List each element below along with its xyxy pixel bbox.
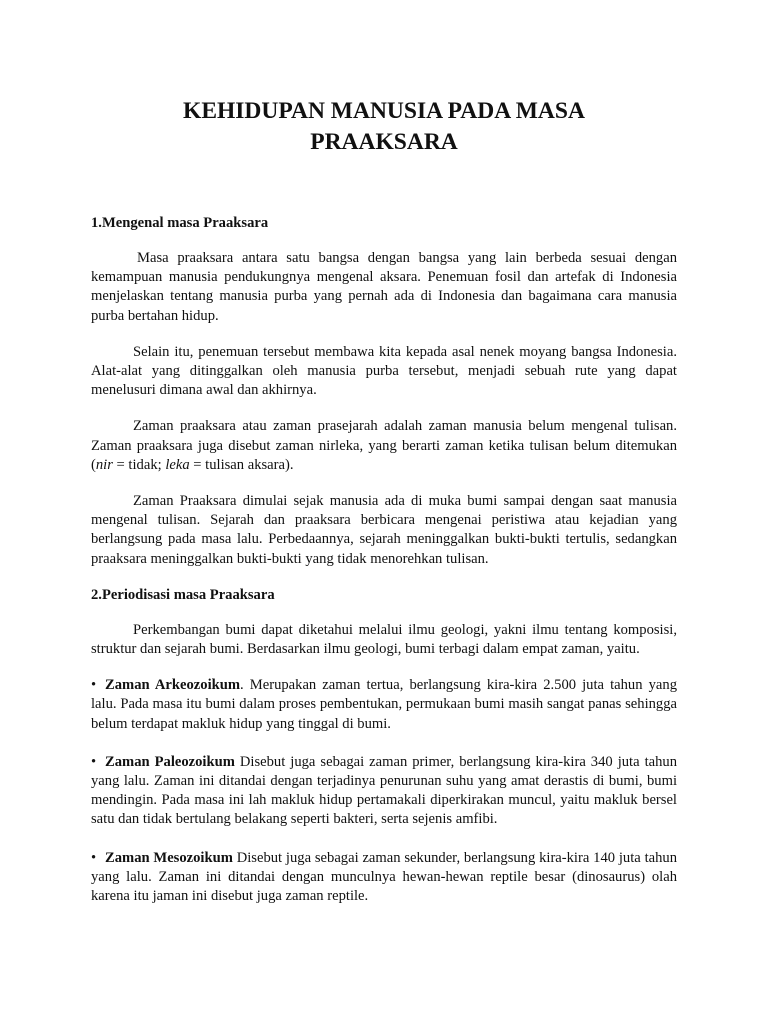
section-1-heading: 1.Mengenal masa Praaksara [91, 215, 269, 231]
bullet-icon: • [91, 849, 97, 866]
term-leka: leka [165, 456, 190, 473]
list-item [91, 849, 677, 907]
title-line-1: KEHIDUPAN MANUSIA PADA MASA [183, 98, 585, 124]
term-nir: nir [95, 456, 113, 473]
list-item-text: Disebut juga sebagai zaman primer, berlangsung kira-kira 340 juta tahun yang lalu. Zaman ini ditandai dengan terjadinya penurunan suhu yang amat derastis di bumi, bumi mendingin. Pada masa ini lah makluk hidup pertamakali diperkirakan muncul, yaitu makluk bersel satu dan tidak bertulang belakang seperti bakteri, serta sejenis amfibi. [91, 753, 678, 828]
section-1-paragraph-4: Zaman Praaksara dimulai sejak manusia ada di muka bumi sampai dengan saat manusia mengenal tulisan. Sejarah dan praaksara berbicara mengenai peristiwa atau kejadian yang berlangsung pada masa lalu. Perbedaannya, sejarah meninggalkan bukti-bukti tertulis, sedangkan praaksara meninggalkan bukti-bukti yang tidak menorehkan tulisan. [91, 493, 677, 567]
list-item [91, 753, 677, 830]
section-1-paragraph-3: Zaman praaksara atau zaman prasejarah adalah zaman manusia belum mengenal tulisan. Zaman praaksara juga disebut zaman nirleka, yang berarti zaman ketika tulisan belum ditemukan (nir = tidak; leka = tulisan aksara). [91, 418, 677, 473]
list-item-text: . Merupakan zaman tertua, berlangsung kira-kira 2.500 juta tahun yang lalu. Pada masa itu bumi dalam proses pembentukan, permukaan bumi masih sangat panas sehingga belum terdapat makluk hidup yang tinggal di bumi. [91, 677, 677, 732]
list-item-term: Zaman Arkeozoikum [105, 677, 241, 694]
list-item [91, 676, 677, 734]
title-line-2: PRAAKSARA [310, 129, 458, 155]
document-title [91, 96, 677, 158]
bullet-icon: • [91, 753, 97, 770]
list-item-text: Disebut juga sebagai zaman sekunder, berlangsung kira-kira 140 juta tahun yang lalu. Zaman ini ditandai dengan munculnya hewan-hewan reptile besar (dinosaurus) olah karena itu jaman ini disebut juga zaman reptile. [91, 849, 677, 905]
section-2-heading: 2.Periodisasi masa Praaksara [91, 586, 275, 603]
list-item-term: Zaman Mesozoikum [105, 849, 233, 866]
section-1-paragraph-2: Selain itu, penemuan tersebut membawa kita kepada asal nenek moyang bangsa Indonesia. Alat-alat yang ditinggalkan oleh manusia purba tersebut, menjadi sebuah rute yang dapat menelusuri dimana awal dan akhirnya. [91, 343, 677, 399]
list-item-term: Zaman Paleozoikum [105, 753, 235, 770]
section-2-paragraph-1: Perkembangan bumi dapat diketahui melalui ilmu geologi, yakni ilmu tentang komposisi, struktur dan sejarah bumi. Berdasarkan ilmu geologi, bumi terbagi dalam empat zaman, yaitu. [91, 621, 677, 658]
bullet-icon: • [91, 677, 97, 694]
section-1-paragraph-1: Masa praaksara antara satu bangsa dengan bangsa yang lain berbeda sesuai dengan kemampuan manusia pendukungnya mengenal aksara. Penemuan fosil dan artefak di Indonesia menjelaskan tentang manusia purba yang pernah ada di Indonesia dan bagaimana cara manusia purba bertahan hidup. [91, 250, 677, 324]
